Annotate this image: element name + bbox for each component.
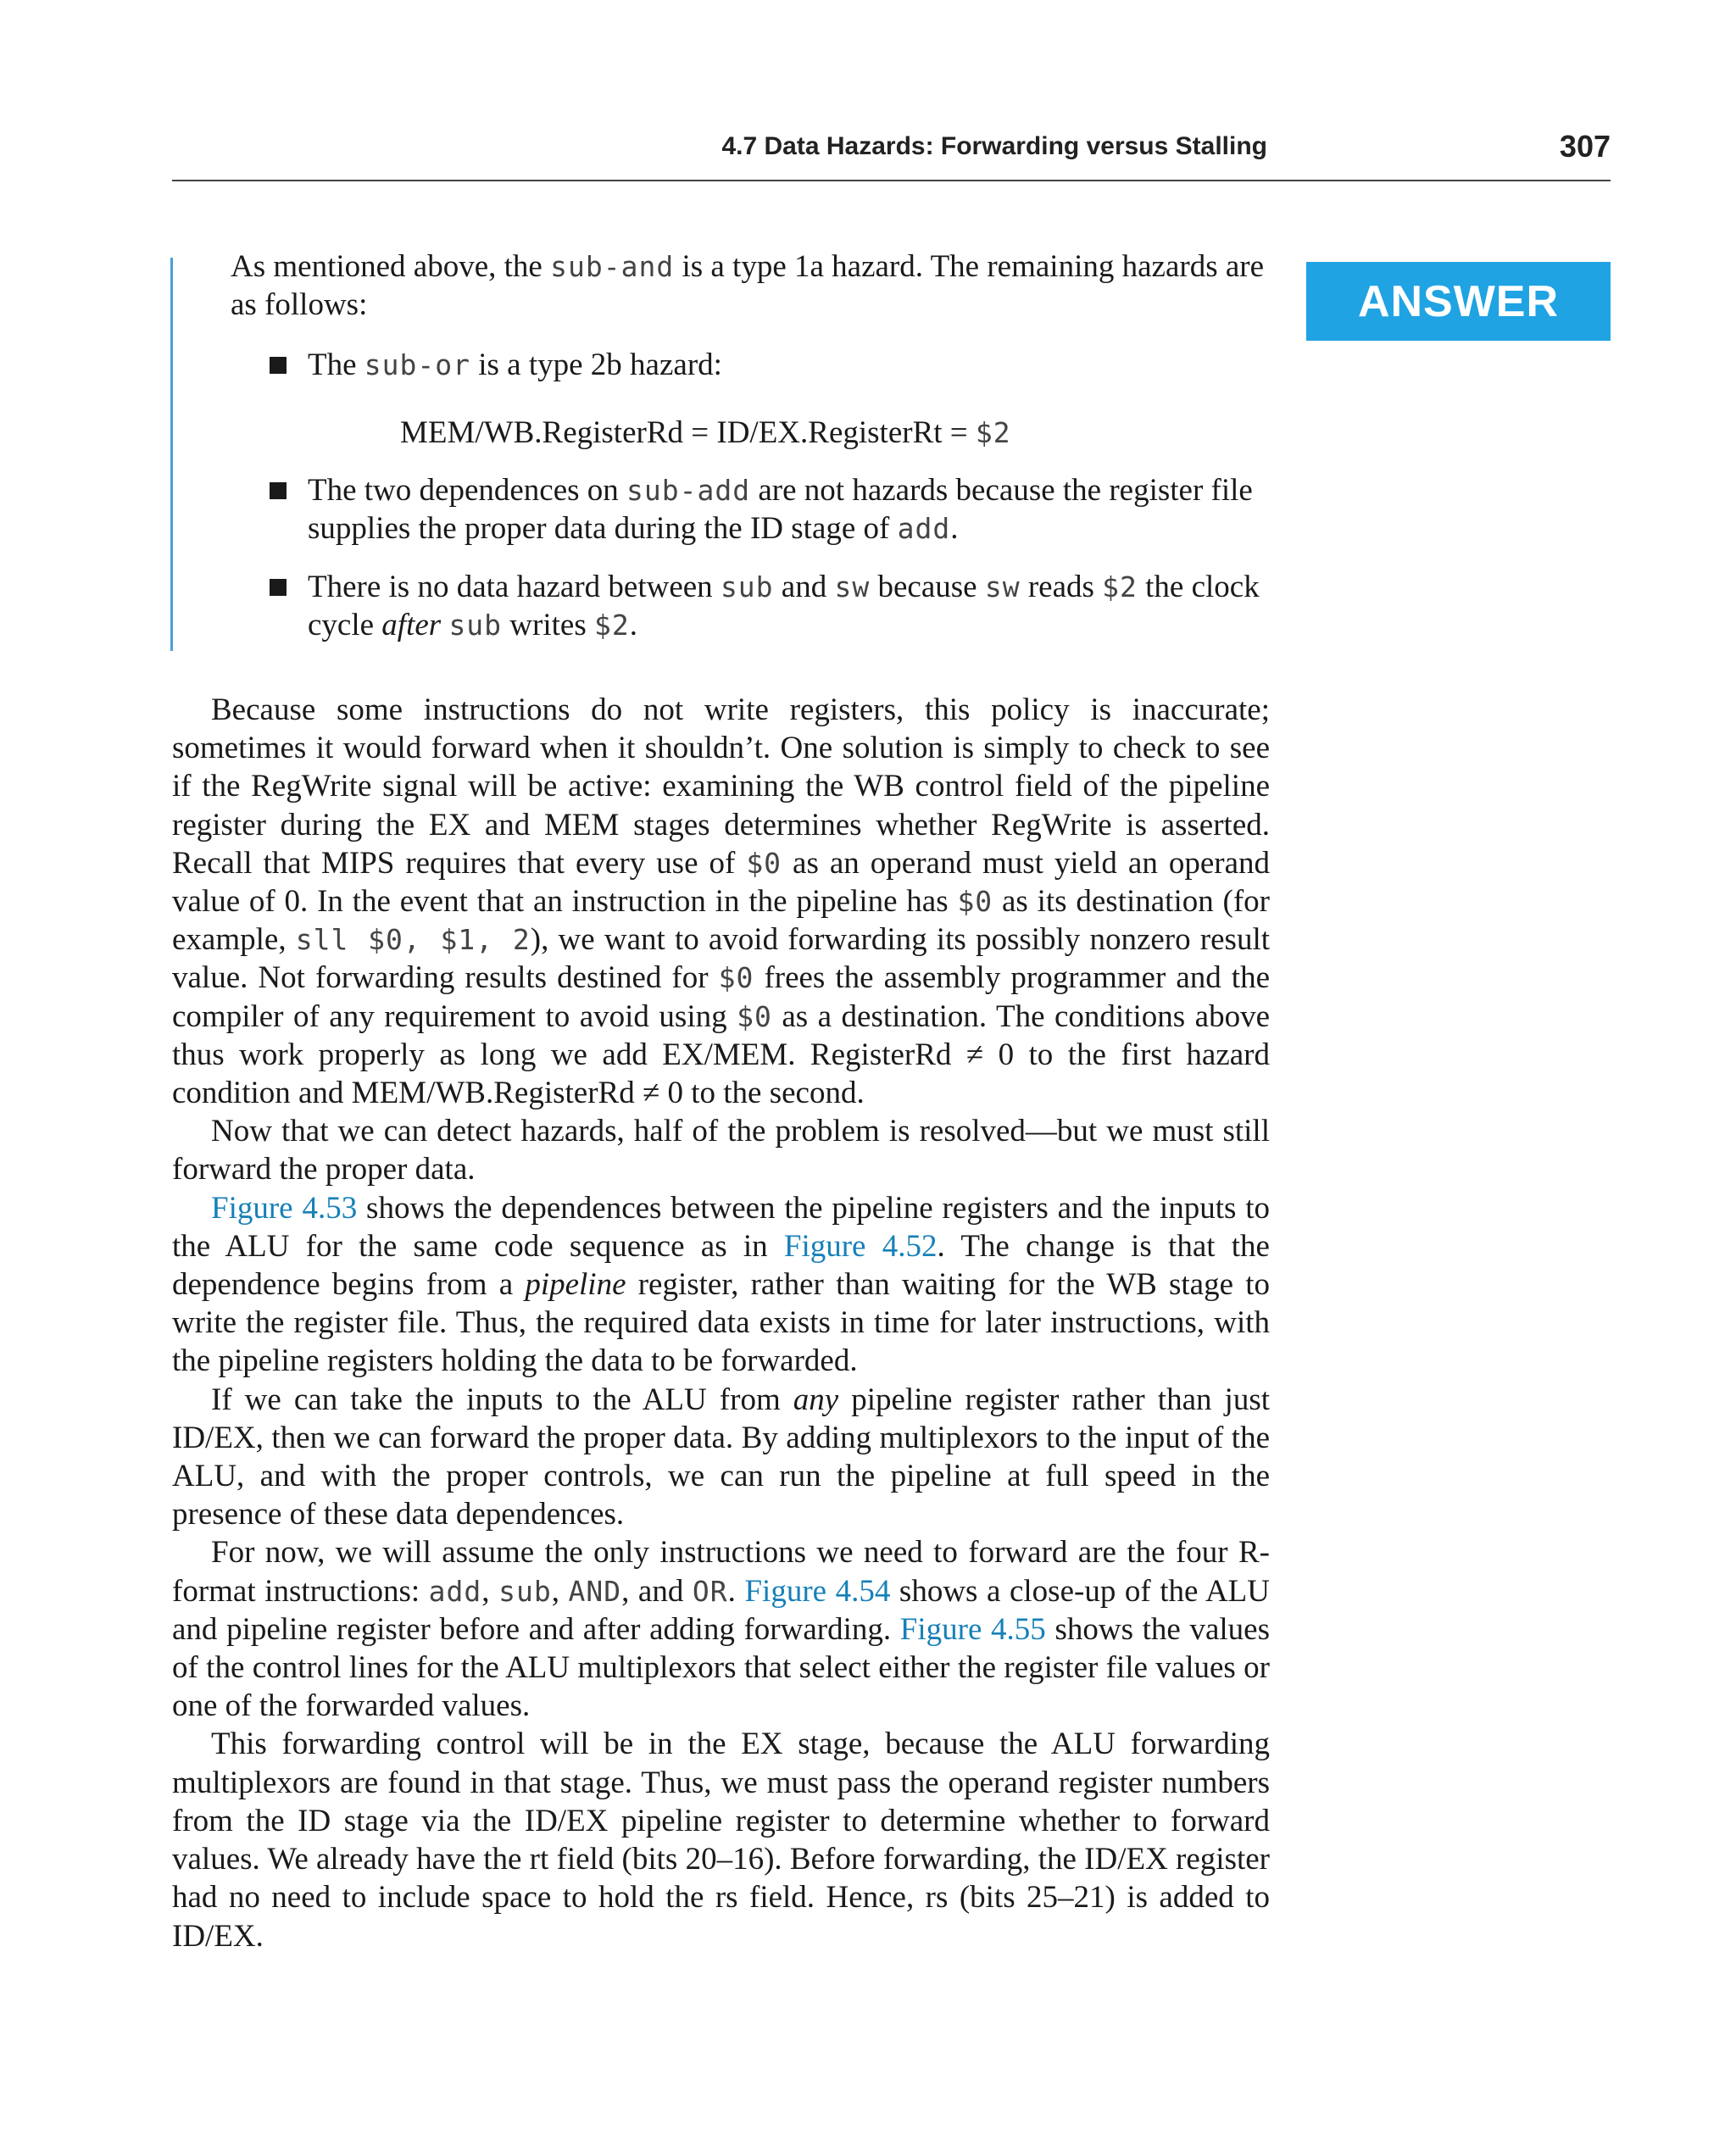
text-run: shows the dependences between the pipeline registers and the inputs to the ALU for the same code sequence as in xyxy=(172,1190,1271,1264)
paragraph-3 xyxy=(172,1189,1270,1381)
text-run: The xyxy=(308,348,364,382)
text-run: . xyxy=(950,511,959,546)
text-run: . xyxy=(629,608,637,642)
paragraph-6: This forwarding control will be in the EX stage, because the ALU forwarding multiplexors are found in that stage. Thus, we must pass the operand register numbers from the ID stage via the ID/EX pipeline register to determine whether to forward values. We already have the rt field (bits 20–16). Before forwarding, the ID/EX register had no need to include space to hold the rs field. Hence, rs (bits 25–21) is added to ID/EX. xyxy=(172,1727,1270,1954)
text-run: shows a close-up of the ALU and pipeline register before and after adding forwarding. xyxy=(172,1573,1270,1647)
page-number: 307 xyxy=(1559,129,1611,164)
text-run: There is no data hazard between xyxy=(308,570,721,604)
code-run: sub-or xyxy=(364,348,470,381)
paragraph-2: Now that we can detect hazards, half of the problem is resolved—but we must still forward the proper data. xyxy=(172,1114,1270,1187)
text-run: shows the values of the control lines for the ALU multiplexors that select either the register file values or one of the forwarded values. xyxy=(172,1611,1270,1724)
text-run: If we can take the inputs to the ALU from xyxy=(211,1382,793,1417)
text-run: are not hazards because the register file supplies the proper data during the ID stage of xyxy=(308,473,1253,546)
code-run: sub-and xyxy=(550,250,675,283)
text-run: The two dependences on xyxy=(308,473,627,508)
answer-badge xyxy=(1306,262,1611,341)
text-run: as a destination. The conditions above thus work properly as long we add EX/MEM. RegisterRd ≠ 0 to the first hazard condition and MEM/WB.RegisterRd ≠ 0 to the second. xyxy=(172,998,1270,1111)
code-run: sll $0, $1, 2 xyxy=(295,923,531,957)
section-title: 4.7 Data Hazards: Forwarding versus Stalling xyxy=(721,132,1267,160)
code-run: $2 xyxy=(975,416,1011,449)
figure-link-4-53[interactable]: Figure 4.53 xyxy=(211,1190,358,1226)
text-run: register, rather than waiting for the WB stage to write the register file. Thus, the required data exists in time for later instructions, with the pipeline registers holding the data to be forwarded. xyxy=(172,1267,1270,1379)
answer-badge-label: ANSWER xyxy=(1357,276,1560,326)
code-run: sw xyxy=(834,570,871,603)
code-run: $2 xyxy=(593,609,630,642)
text-run: is a type 2b hazard: xyxy=(470,348,722,382)
figure-link-4-55[interactable]: Figure 4.55 xyxy=(899,1611,1046,1647)
text-run: reads xyxy=(1020,570,1103,604)
answer-bullet-3 xyxy=(270,568,1270,644)
text-run: is a type 1a hazard. The remaining hazards are as follows: xyxy=(231,249,1265,322)
code-run: sw xyxy=(984,570,1021,603)
code-run: AND xyxy=(568,1574,622,1608)
text-run: frees the assembly programmer and the compiler of any requirement to avoid using xyxy=(172,960,1270,1034)
bullet-square-icon xyxy=(270,579,287,596)
text-run: , xyxy=(551,1573,569,1609)
code-run: add xyxy=(897,512,951,545)
text-run: as an operand must yield an operand value of 0. In the event that an instruction in the pipeline has xyxy=(172,845,1270,920)
paragraph-5 xyxy=(172,1533,1270,1725)
bullet-square-icon xyxy=(270,357,287,374)
code-run: $0 xyxy=(737,999,772,1033)
answer-bullet-2 xyxy=(270,471,1270,548)
code-run: add xyxy=(428,1574,482,1608)
code-run: sub-add xyxy=(626,474,751,507)
paragraph-4 xyxy=(172,1381,1270,1534)
text-run: Because some instructions do not write registers, this policy is inaccurate; sometimes it would forward when it shouldn’t. One solution is simply to check to see if the RegWrite signal will be active: examining the WB control field of the pipeline register during the EX and MEM stages determines whether RegWrite is asserted. Recall that MIPS requires that every use of xyxy=(172,692,1270,881)
answer-side-rule xyxy=(170,258,173,651)
text-run: because xyxy=(870,570,985,604)
text-run: , and xyxy=(621,1573,693,1609)
body-text xyxy=(172,691,1270,1955)
text-run: the clock cycle xyxy=(308,570,1260,642)
code-run: OR xyxy=(692,1574,728,1608)
text-run: writes xyxy=(502,608,594,642)
code-run: $0 xyxy=(957,885,993,919)
code-run: $2 xyxy=(1102,570,1138,603)
text-run: as its destination (for example, xyxy=(172,884,1271,958)
text-run: ), we want to avoid forwarding its possibly nonzero result value. Not forwarding results destined for xyxy=(172,922,1270,996)
text-run: . xyxy=(727,1573,745,1609)
text-run: , xyxy=(481,1573,499,1609)
code-run: $0 xyxy=(718,961,754,995)
header-rule xyxy=(172,180,1611,181)
answer-bullet-1 xyxy=(270,346,1270,384)
text-run: and xyxy=(773,570,835,604)
code-run: sub xyxy=(448,609,503,642)
answer-intro xyxy=(231,247,1269,324)
figure-link-4-52[interactable]: Figure 4.52 xyxy=(783,1228,938,1264)
hazard-equation xyxy=(400,414,1163,452)
text-run: As mentioned above, the xyxy=(231,249,551,284)
paragraph-1 xyxy=(172,691,1270,1112)
code-run: sub xyxy=(720,570,774,603)
emphasis-run: pipeline xyxy=(525,1267,626,1303)
figure-link-4-54[interactable]: Figure 4.54 xyxy=(744,1573,891,1609)
text-run: pipeline register rather than just ID/EX, then we can forward the proper data. By adding multiplexors to the input of the ALU, and with the proper controls, we can run the pipeline at full speed in the presence of these data dependences. xyxy=(172,1382,1271,1532)
text-run: MEM/WB.RegisterRd = ID/EX.RegisterRt = xyxy=(400,415,976,450)
bullet-square-icon xyxy=(270,482,287,499)
text-run: . The change is that the dependence begins from a xyxy=(172,1228,1270,1303)
emphasis-run: any xyxy=(793,1382,839,1417)
text-run: For now, we will assume the only instructions we need to forward are the four R-format instructions: xyxy=(172,1535,1270,1609)
code-run: sub xyxy=(498,1574,552,1608)
emphasis-run: after xyxy=(381,608,442,642)
code-run: $0 xyxy=(746,846,782,880)
